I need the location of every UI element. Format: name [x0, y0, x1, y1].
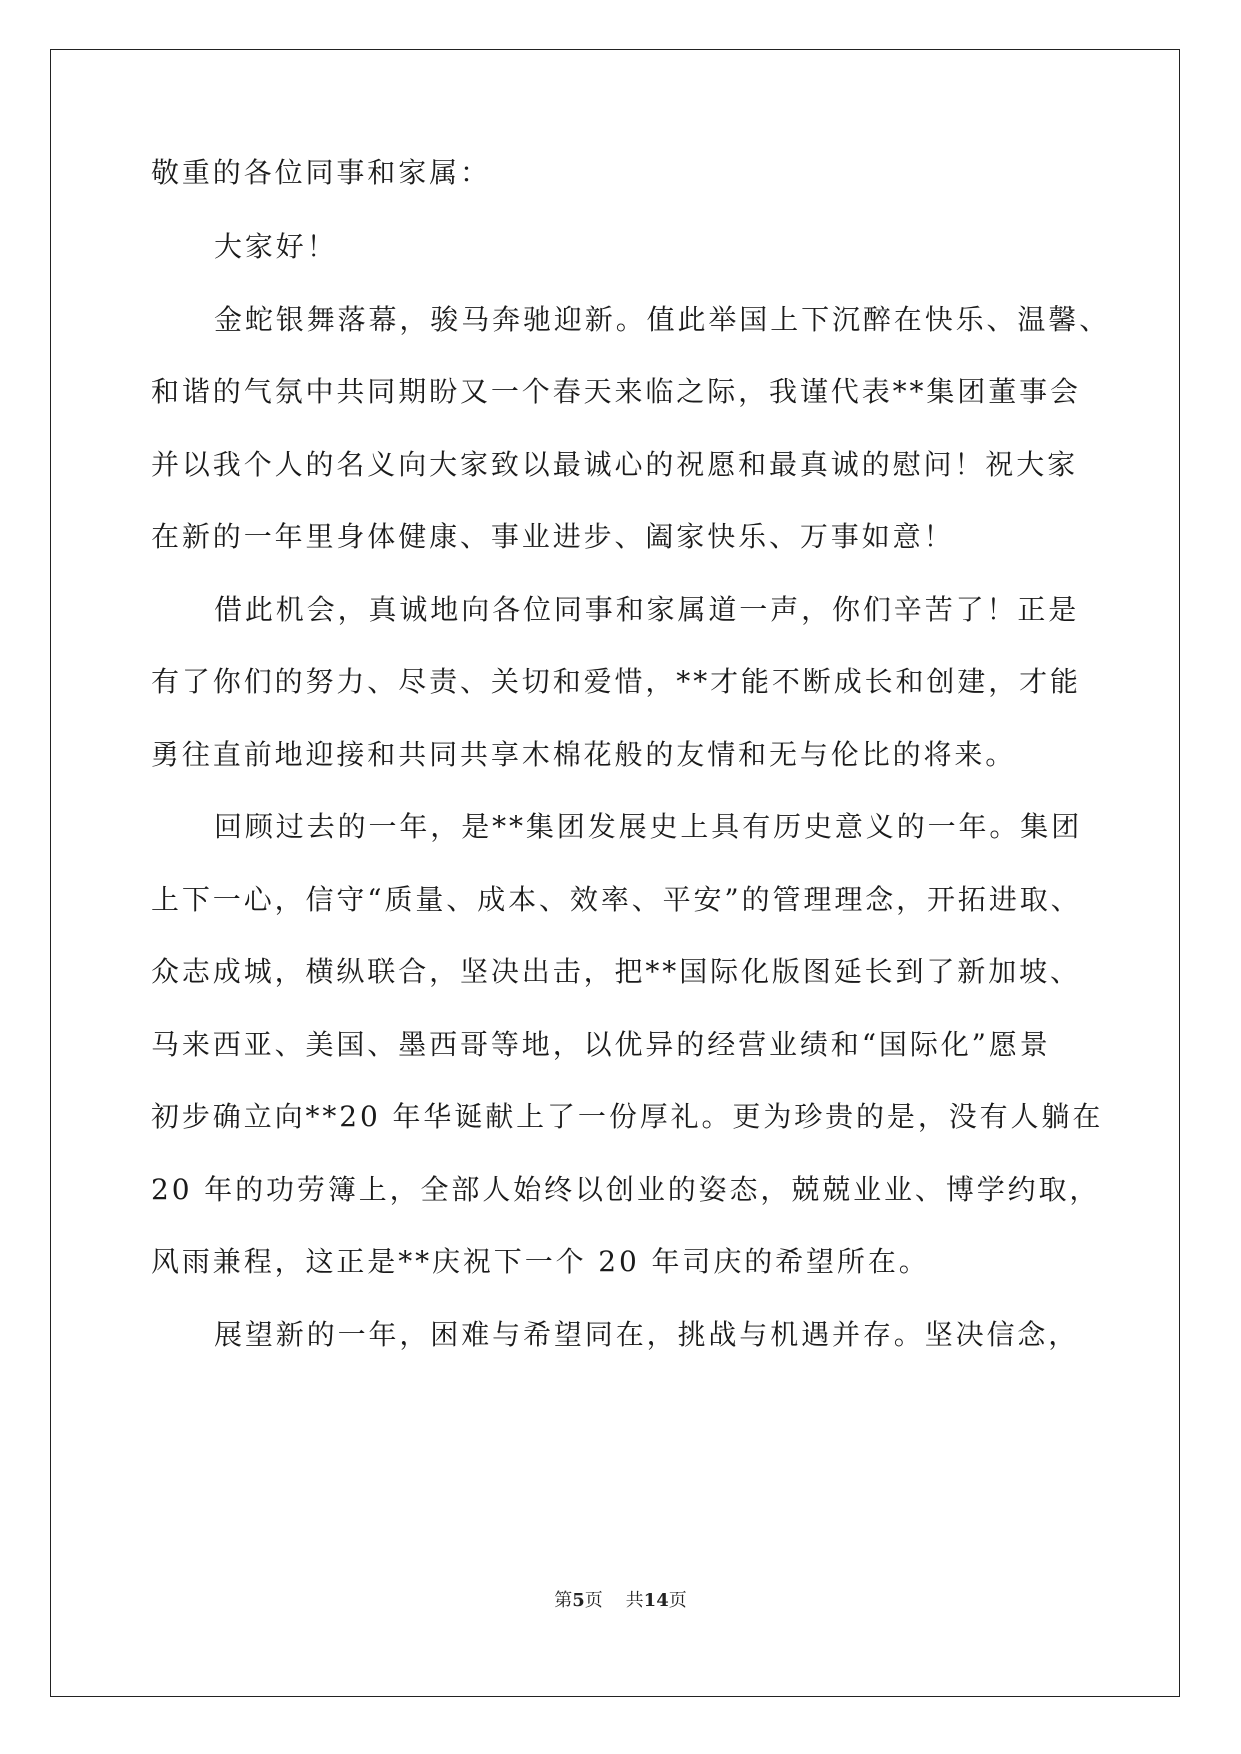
paragraph-3-line-4: 马来西亚、美国、墨西哥等地，以优异的经营业绩和“国际化”愿景 [151, 1028, 1051, 1061]
salutation-line: 敬重的各位同事和家属： [151, 156, 491, 189]
page-frame [50, 49, 1180, 1697]
footer-page-number: 5 [572, 1590, 585, 1611]
paragraph-1-line-1: 金蛇银舞落幕，骏马奔驰迎新。值此举国上下沉醉在快乐、温馨、 [214, 303, 1111, 336]
paragraph-2-line-2: 有了你们的努力、尽责、关切和爱惜，**才能不断成长和创建，才能 [151, 665, 1081, 698]
paragraph-1-line-3: 并以我个人的名义向大家致以最诚心的祝愿和最真诚的慰问！祝大家 [151, 448, 1079, 481]
paragraph-2-line-3: 勇往直前地迎接和共同共享木棉花般的友情和无与伦比的将来。 [151, 738, 1017, 771]
paragraph-greeting: 大家好！ [214, 230, 338, 263]
paragraph-3-line-6: 20 年的功劳簿上，全部人始终以创业的姿态，兢兢业业、博学约取， [151, 1173, 1101, 1206]
paragraph-3-line-7: 风雨兼程，这正是**庆祝下一个 20 年司庆的希望所在。 [151, 1245, 930, 1278]
paragraph-1-line-2: 和谐的气氛中共同期盼又一个春天来临之际，我谨代表**集团董事会 [151, 375, 1081, 408]
footer-page-unit: 页 [584, 1590, 603, 1611]
paragraph-3-line-2: 上下一心，信守“质量、成本、效率、平安”的管理理念，开拓进取、 [151, 883, 1082, 916]
footer-total-unit: 页 [668, 1590, 687, 1611]
paragraph-1-line-4: 在新的一年里身体健康、事业进步、阖家快乐、万事如意！ [151, 520, 955, 553]
paragraph-3-line-1: 回顾过去的一年，是**集团发展史上具有历史意义的一年。集团 [214, 810, 1083, 843]
footer-total-pages: 14 [643, 1590, 669, 1611]
paragraph-3-line-5: 初步确立向**20 年华诞献上了一份厚礼。更为珍贵的是，没有人躺在 [151, 1100, 1104, 1133]
footer-total-prefix: 共 [625, 1590, 644, 1611]
page-footer [0, 1589, 1241, 1613]
paragraph-2-line-1: 借此机会，真诚地向各位同事和家属道一声，你们辛苦了！正是 [214, 593, 1080, 626]
paragraph-3-line-3: 众志成城，横纵联合，坚决出击，把**国际化版图延长到了新加坡、 [151, 955, 1081, 988]
footer-prefix: 第 [554, 1590, 573, 1611]
paragraph-4-line-1: 展望新的一年，困难与希望同在，挑战与机遇并存。坚决信念， [214, 1318, 1080, 1351]
